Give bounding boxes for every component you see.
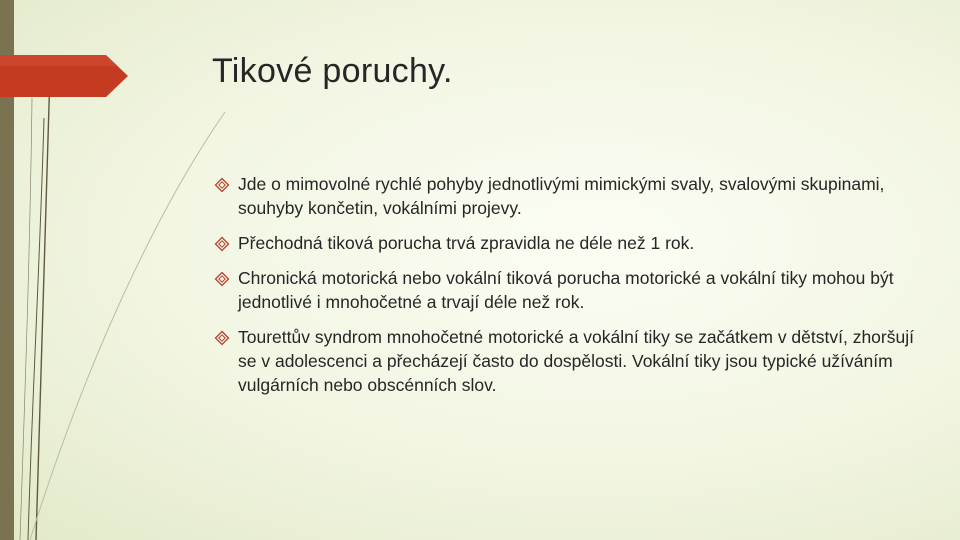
diamond-bullet-icon bbox=[214, 330, 230, 346]
diamond-bullet-icon bbox=[214, 271, 230, 287]
slide-title: Tikové poruchy. bbox=[212, 52, 453, 90]
bullet-list bbox=[214, 172, 914, 408]
diamond-bullet-icon bbox=[214, 177, 230, 193]
diamond-bullet-icon bbox=[214, 236, 230, 252]
bullet-text: Tourettův syndrom mnohočetné motorické a vokální tiky se začátkem v dětství, zhoršují se v adolescenci a přecházejí často do dospělosti. Vokální tiky jsou typické užíváním vulgárních nebo obscénních slov. bbox=[238, 327, 914, 395]
bullet-item bbox=[214, 231, 914, 255]
bullet-text: Přechodná tiková porucha trvá zpravidla ne déle než 1 rok. bbox=[238, 233, 695, 253]
title-accent-arrow bbox=[0, 55, 128, 97]
bullet-item bbox=[214, 325, 914, 397]
bullet-text: Jde o mimovolné rychlé pohyby jednotlivými mimickými svaly, svalovými skupinami, souhyby končetin, vokálními projevy. bbox=[238, 174, 885, 218]
bullet-item bbox=[214, 266, 914, 314]
bullet-text: Chronická motorická nebo vokální tiková porucha motorické a vokální tiky mohou být jednotlivé i mnohočetné a trvají déle než rok. bbox=[238, 268, 894, 312]
bullet-item bbox=[214, 172, 914, 220]
